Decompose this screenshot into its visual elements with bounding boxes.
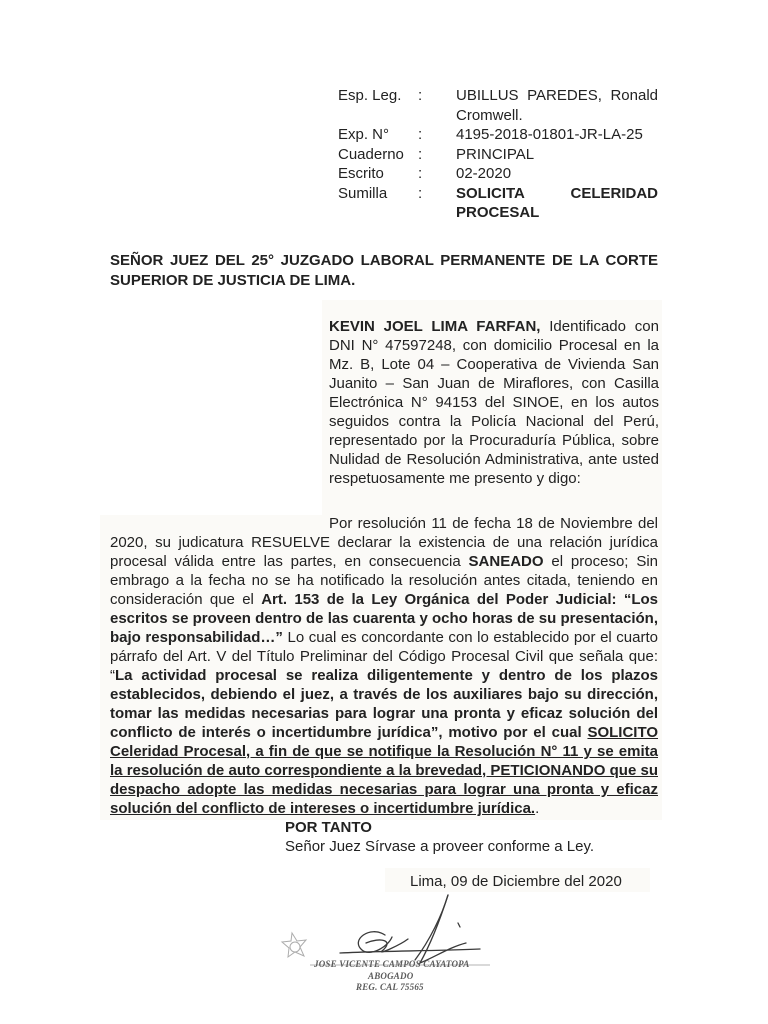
closing	[285, 818, 594, 856]
meta-key: Esp. Leg.	[338, 87, 402, 104]
meta-row-escrito	[338, 164, 658, 184]
intro-text: Identificado con DNI N° 47597248, con domicilio Procesal en la Mz. B, Lote 04 – Cooperativa de Vivienda San Juanito – San Juan de Miraflores, con Casilla Electrónica N° 94153 del SINOE, en los autos seguidos contra la Policía Nacional del Perú, representado por la Procuraduría Pública, sobre Nulidad de Resolución Administrativa, ante usted respetuosamente me presento y digo:	[329, 318, 659, 487]
closing-title: POR TANTO	[285, 819, 372, 836]
meta-colon: :	[418, 126, 423, 143]
addressee: SEÑOR JUEZ DEL 25° JUZGADO LABORAL PERMANENTE DE LA CORTE SUPERIOR DE JUSTICIA DE LIMA.	[110, 252, 658, 289]
stamp-name: JOSE VICENTE CAMPOS CAYATOPA	[314, 959, 470, 969]
body-text: el proceso; Sin embrago a la fecha no se ha notificado la resolución antes citada, teniendo en consideración que el	[110, 553, 659, 608]
quote-text: La actividad procesal se realiza diligentemente y dentro de los plazos establecidos, debiendo el juez, a través de los auxiliares bajo su dirección, tomar las medidas necesarias para lograr una pronta y eficaz solución del conflicto de interés o incertidumbre jurídica	[110, 667, 658, 741]
stamp-role: ABOGADO	[368, 971, 414, 981]
article-reference: Art. 153 de la Ley Orgánica del Poder Judicial	[261, 591, 612, 608]
place-date: Lima, 09 de Diciembre del 2020	[410, 873, 622, 890]
meta-row-exp	[338, 125, 658, 145]
meta-value-line: UBILLUS PAREDES, Ronald	[456, 87, 658, 104]
closing-text: Señor Juez Sírvase a proveer conforme a Ley.	[285, 838, 595, 855]
meta-value: 02-2020	[456, 165, 512, 182]
intro-paragraph	[329, 317, 659, 488]
body-text: :	[611, 591, 624, 608]
signature-stamp	[270, 885, 500, 995]
meta-colon: :	[418, 165, 423, 182]
body-text: Lo cual es concordante con lo establecido por el cuarto párrafo del Art. V del Título Preliminar del Código Procesal Civil que señala que: “	[110, 629, 658, 684]
saneado-text: SANEADO	[468, 553, 544, 570]
meta-row-sumilla	[338, 184, 658, 223]
petitioner-name: KEVIN JOEL LIMA FARFAN,	[329, 318, 541, 335]
meta-key: Escrito	[338, 165, 384, 182]
meta-colon: :	[418, 87, 423, 104]
body-text: Por resolución 11 de fecha 18 de Noviembre del 2020, su judicatura RESUELVE declarar la existencia de una relación jurídica procesal válida entre las partes, en consecuencia	[110, 515, 658, 570]
handwritten-signature	[340, 895, 480, 963]
meta-value-line: SOLICITA CELERIDAD	[456, 184, 658, 202]
meta-value-line: Cromwell.	[456, 106, 523, 124]
meta-value	[456, 184, 658, 223]
body-text: .	[535, 800, 540, 817]
body-paragraph	[110, 514, 658, 818]
seal-icon	[282, 933, 306, 957]
meta-value	[456, 86, 658, 125]
meta-value-line: PROCESAL	[456, 204, 540, 221]
meta-row-cuaderno	[338, 145, 658, 165]
quote-text: “Los escritos se proveen dentro de las cuarenta y ocho horas de su presentación, bajo responsabilidad…”	[110, 591, 658, 646]
body-text: ”, motivo por el cual	[430, 724, 588, 741]
case-metadata	[338, 86, 658, 223]
request-text: SOLICITO Celeridad Procesal, a fin de que se notifique la Resolución N° 11 y se emita la resolución de auto correspondiente a la brevedad, PETICIONANDO que su despacho adopte las medidas necesarias para lograr una pronta y eficaz solución del conflicto de intereses o incertidumbre jurídica.	[110, 724, 659, 817]
meta-row-esp-leg	[338, 86, 658, 125]
meta-colon: :	[418, 184, 423, 202]
meta-key: Exp. N°	[338, 126, 390, 143]
meta-value: PRINCIPAL	[456, 145, 535, 163]
meta-colon: :	[418, 145, 423, 163]
meta-key: Sumilla	[338, 184, 388, 202]
stamp-registration: REG. CAL 75565	[356, 982, 424, 992]
meta-value: 4195-2018-01801-JR-LA-25	[456, 126, 643, 143]
meta-key: Cuaderno	[338, 145, 404, 163]
